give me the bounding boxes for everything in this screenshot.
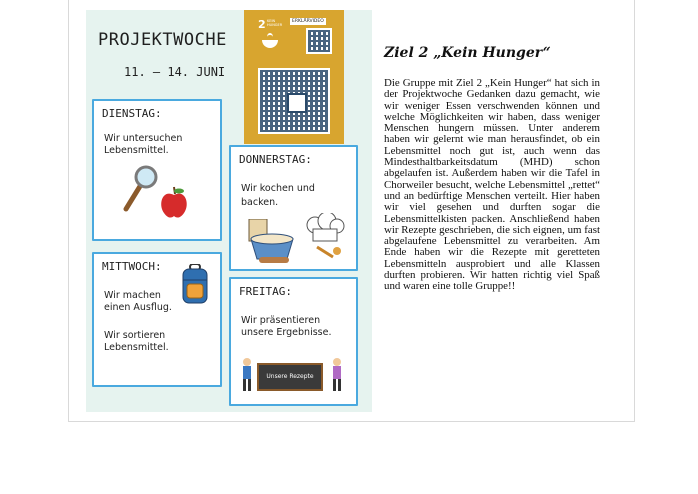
poster-title: PROJEKTWOCHE bbox=[98, 30, 227, 50]
article-body: Die Gruppe mit Ziel 2 „Kein Hunger“ hat sich in der Projektwoche Gedanken dazu gemacht, wie wir weniger Essen verschwenden können und welche Möglichkeiten wir haben, dass weniger Menschen hungern müssen. Unter anderem haben wir gelernt wie man herausfindet, ob ein Lebensmittel noch gut ist, auch wenn das Mindesthaltbarkeitsdatum (MHD) schon abgelaufen ist. Außerdem haben wir die Tafel in Chorweiler besucht, welche Lebensmittel „rettet“ und an bedürftige Menschen verteilt. Hier haben wir viel gesehen und durften sogar die Lebensmittelkisten packen. Anschließend haben wir Rezepte geschrieben, die sich eignen, um fast abgelaufene Lebensmittel zu verarbeiten. Am Ende haben wir die Rezepte mit geretteten Lebensmitteln ausprobiert und alle Klassen durften probieren. Wir hatten richtig viel Spaß und waren eine tolle Gruppe!! bbox=[384, 77, 600, 293]
backpack-icon bbox=[180, 264, 210, 306]
apple-icon bbox=[158, 185, 190, 221]
bowl-icon bbox=[262, 40, 278, 48]
day-text-line: Lebensmittel. bbox=[104, 342, 169, 353]
day-heading: DIENSTAG: bbox=[102, 107, 162, 120]
day-box-freitag bbox=[229, 277, 358, 406]
sdg-qr-card bbox=[244, 10, 344, 144]
recipe-blackboard bbox=[257, 363, 323, 391]
day-heading: FREITAG: bbox=[239, 285, 292, 298]
magnifier-icon bbox=[120, 165, 160, 215]
chef-hat-icon bbox=[303, 213, 347, 259]
day-box-dienstag bbox=[92, 99, 222, 241]
project-week-poster bbox=[86, 10, 372, 412]
day-text-line: unsere Ergebnisse. bbox=[241, 327, 332, 338]
baking-bowl-icon bbox=[245, 219, 299, 265]
sdg-goal-tile bbox=[256, 18, 284, 60]
day-box-mittwoch bbox=[92, 252, 222, 387]
qr-code-large[interactable] bbox=[258, 68, 330, 134]
day-box-donnerstag bbox=[229, 145, 358, 271]
day-text-line: Wir machen bbox=[104, 290, 161, 301]
sdg-goal-text: KEIN HUNGER bbox=[267, 19, 283, 27]
child-figure-icon bbox=[241, 357, 251, 391]
day-text-line: backen. bbox=[241, 197, 279, 208]
poster-date: 11. – 14. JUNI bbox=[124, 65, 226, 79]
day-text-line: Wir kochen und bbox=[241, 183, 315, 194]
sdg-number: 2 bbox=[258, 18, 266, 31]
qr-center-icon bbox=[287, 93, 307, 113]
blackboard-text: Unsere Rezepte bbox=[266, 373, 314, 380]
article-title: Ziel 2 „Kein Hunger“ bbox=[384, 45, 551, 61]
article bbox=[384, 45, 600, 293]
sdg-caption: ERKLÄRVIDEO bbox=[292, 19, 324, 24]
day-heading: MITTWOCH: bbox=[102, 260, 162, 273]
day-text-line: Wir sortieren bbox=[104, 330, 166, 341]
day-text-line: Lebensmittel. bbox=[104, 145, 169, 156]
day-text-line: einen Ausflug. bbox=[104, 302, 172, 313]
day-text-line: Wir untersuchen bbox=[104, 133, 183, 144]
day-text-line: Wir präsentieren bbox=[241, 315, 321, 326]
day-heading: DONNERSTAG: bbox=[239, 153, 312, 166]
qr-code-small[interactable] bbox=[306, 28, 332, 54]
child-figure-icon bbox=[331, 357, 341, 391]
